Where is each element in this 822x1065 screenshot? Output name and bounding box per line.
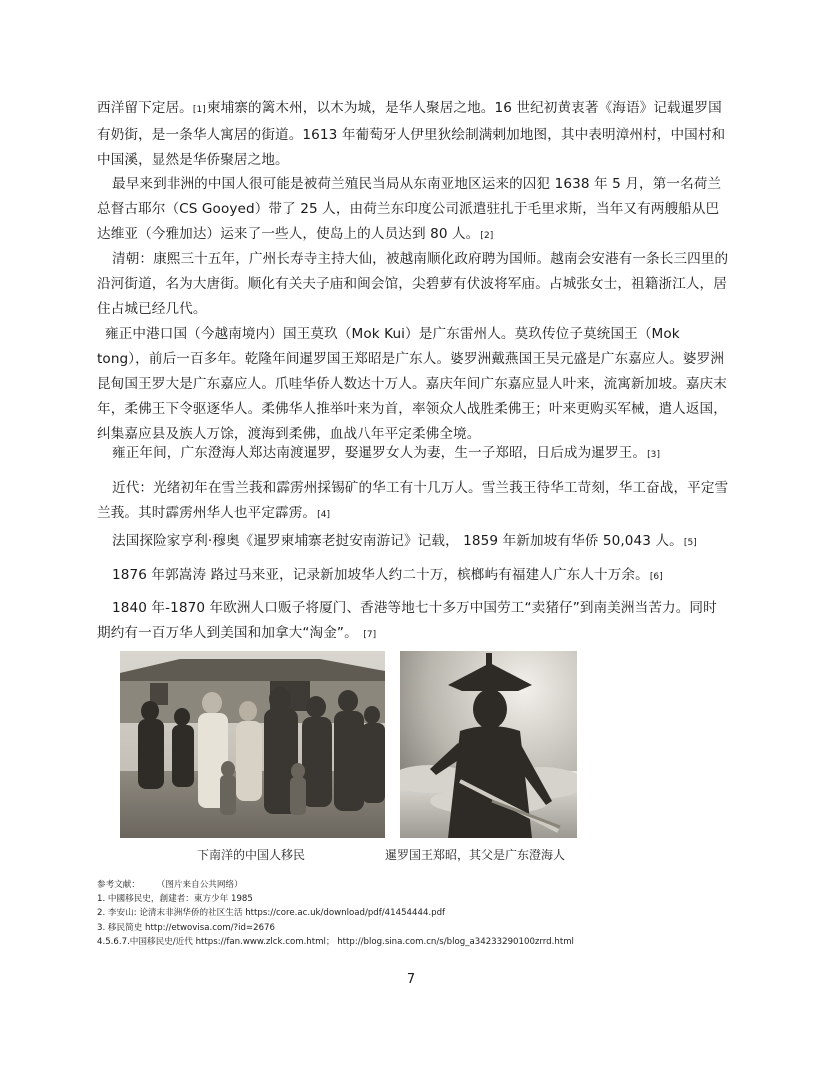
references-heading: 参考文献： bbox=[97, 880, 140, 890]
paragraph-7 bbox=[97, 529, 729, 556]
paragraph-6-text: 近代：光绪初年在雪兰莪和霹雳州採锡矿的华工有十几万人。雪兰莪王待华工苛刻，华工奋战，平定雪兰莪。其时霹雳州华人也平定霹雳。 bbox=[97, 480, 729, 521]
left-figure-caption: 下南洋的中国人移民 bbox=[197, 848, 306, 862]
reference-marker-6: [6] bbox=[649, 572, 663, 582]
paragraph-1-text: 柬埔寨的篱木州，以木为城，是华人聚居之地。16 世纪初黄衷著《海语》记载暹罗国有奶街，是一条华人寓居的街道。1613 年葡萄牙人伊里狄绘制满剌加地图，其中表明漳州村，中国村和中国溪，显然是华侨聚居之地。 bbox=[97, 100, 726, 168]
emigrants-photo bbox=[120, 651, 385, 838]
paragraph-5-text: 雍正年间，广东澄海人郑达南渡暹罗，娶暹罗女人为妻，生一子郑昭，日后成为暹罗王。 bbox=[112, 445, 647, 461]
reference-item: 3. 移民简史 http://etwovisa.com/?id=2676 bbox=[97, 922, 275, 933]
reference-marker-4: [4] bbox=[317, 510, 331, 520]
reference-marker-3: [3] bbox=[647, 450, 661, 460]
paragraph-4-text: 雍正中港口国（今越南境内）国王莫玖（Mok Kui）是广东雷州人。莫玖传位子莫统国王（Mok tong），前后一百多年。乾隆年间暹罗国王郑昭是广东人。婆罗洲戴燕国王吴元盛是广东嘉应人。婆罗洲昆甸国王罗大是广东嘉应人。爪哇华侨人数达十万人。嘉庆年间广东嘉应显人叶来，流寓新加坡。嘉庆末年，柔佛王下令驱逐华人。柔佛华人推举叶来为首，率领众人战胜柔佛王；叶来更购买军械，遣人返国，纠集嘉应县及族人万馀，渡海到柔佛，血战八年平定柔佛全境。 bbox=[97, 326, 727, 442]
paragraph-3-text: 清朝：康熙三十五年，广州长寿寺主持大仙，被越南顺化政府聘为国师。越南会安港有一条长三四里的沿河街道，名为大唐街。顺化有关夫子庙和闽会馆，尖碧萝有伏波将军庙。占城张女士，祖籍浙江人，居住占城已经几代。 bbox=[97, 251, 729, 317]
right-figure-caption: 暹罗国王郑昭，其父是广东澄海人 bbox=[385, 848, 566, 862]
paragraph-2-text: 最早来到非洲的中国人很可能是被荷兰殖民当局从东南亚地区运来的囚犯 1638 年 5 月，第一名荷兰总督古耶尔（CS Gooyed）带了 25 人，由荷兰东印度公司派遣驻扎于毛里求斯，当年又有两艘船从巴达维亚（今雅加达）运来了一些人，使岛上的人员达到 80 人。 bbox=[97, 176, 722, 242]
reference-item: 1. 中國移民史，創建者：東方少年 1985 bbox=[97, 894, 253, 905]
paragraph-9 bbox=[97, 596, 729, 648]
paragraph-3 bbox=[97, 247, 729, 322]
paragraph-5 bbox=[97, 441, 729, 468]
reference-item: 4.5.6.7.中国移民史/近代 https://fan.www.zlck.com.html； http://blog.sina.com.cn/s/blog_a34233290100zrrd.html bbox=[97, 936, 574, 947]
paragraph-1 bbox=[97, 96, 729, 173]
paragraph-6 bbox=[97, 476, 729, 528]
paragraph-4 bbox=[97, 322, 729, 447]
statue-photo bbox=[400, 651, 577, 838]
reference-marker-5: [5] bbox=[683, 538, 697, 548]
paragraph-8 bbox=[97, 563, 729, 590]
references-heading-row bbox=[97, 878, 737, 892]
reference-marker-1: [1] bbox=[192, 105, 206, 115]
references-heading-note: （图片来自公共网络） bbox=[156, 880, 243, 890]
reference-marker-7: [7] bbox=[363, 630, 377, 640]
page-number: 7 bbox=[406, 972, 416, 987]
paragraph-7-text: 法国探险家亨利·穆奥《暹罗柬埔寨老挝安南游记》记载， 1859 年新加坡有华侨 50,043 人。 bbox=[112, 533, 683, 549]
reference-item: 2. 李安山: 论清末非洲华侨的社区生活 https://core.ac.uk/download/pdf/41454444.pdf bbox=[97, 908, 446, 919]
paragraph-8-text: 1876 年郭嵩涛 路过马来亚，记录新加坡华人约二十万，槟榔屿有福建人广东人十万余。 bbox=[112, 567, 649, 583]
reference-marker-2: [2] bbox=[480, 231, 494, 241]
statue-photo-image bbox=[400, 651, 577, 838]
paragraph-2 bbox=[97, 172, 729, 249]
references-section bbox=[97, 878, 737, 949]
emigrants-photo-image bbox=[120, 651, 385, 838]
paragraph-9-text: 1840 年-1870 年欧洲人口贩子将厦门、香港等地七十多万中国劳工“卖猪仔”到南美洲当苦力。同时期约有一百万华人到美国和加拿大“淘金”。 bbox=[97, 600, 717, 641]
paragraph-1-lead: 西洋留下定居。 bbox=[97, 100, 193, 116]
